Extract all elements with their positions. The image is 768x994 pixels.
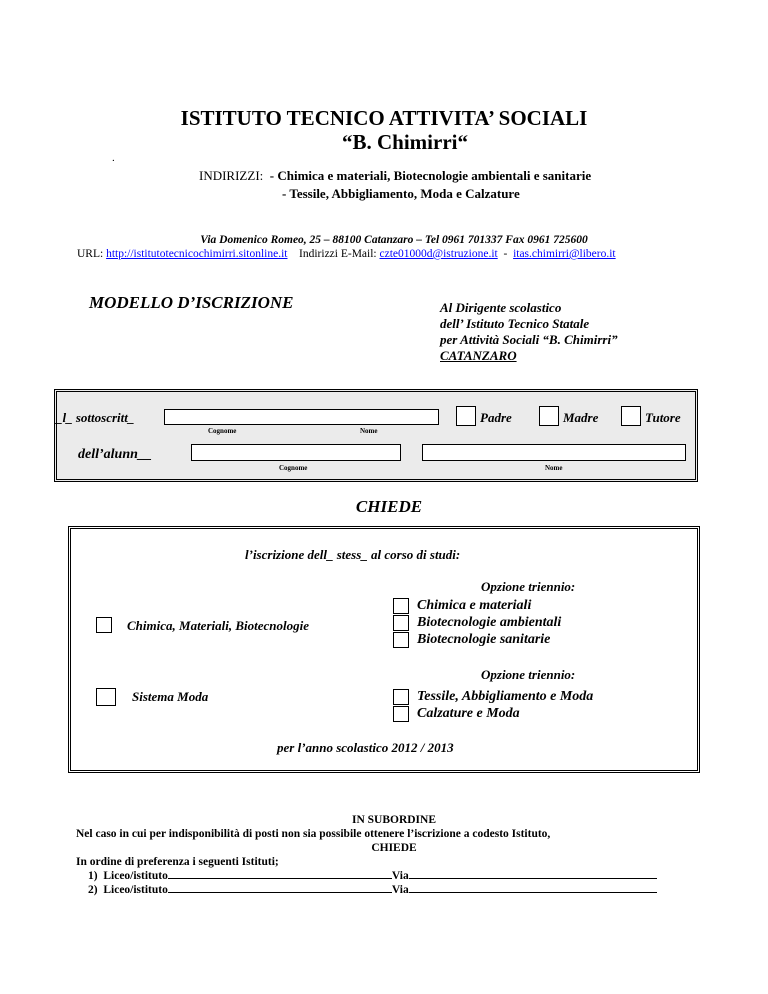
email-link-1[interactable]: czte01000d@istruzione.it: [379, 248, 498, 260]
course1-checkbox[interactable]: [96, 617, 112, 633]
school-address: Via Domenico Romeo, 25 – 88100 Catanzaro – Tel 0961 701337 Fax 0961 725600: [200, 234, 588, 246]
option-header-1: Opzione triennio:: [481, 579, 576, 594]
email-label: Indirizzi E-Mail:: [299, 248, 377, 260]
applicant-name-field[interactable]: [164, 409, 439, 425]
contact-line: [77, 248, 616, 260]
student-nome-caption: Nome: [545, 464, 563, 472]
institute-label: Liceo/istituto: [103, 870, 168, 882]
via-line-2[interactable]: [409, 892, 657, 893]
recipient-line2: dell’ Istituto Tecnico Statale: [440, 316, 590, 331]
option-chimica-checkbox[interactable]: [393, 598, 409, 614]
course-intro: l’iscrizione dell_ stess_ al corso di studi:: [245, 547, 461, 562]
course-box: [68, 526, 700, 773]
email-link-2[interactable]: itas.chimirri@libero.it: [513, 248, 616, 260]
recipient-block: [440, 300, 618, 364]
student-label: dell’alunn__: [78, 447, 152, 462]
course2-checkbox[interactable]: [96, 688, 116, 706]
institute-line-2[interactable]: [168, 892, 392, 893]
recipient-line3: per Attività Sociali “B. Chimirri”: [440, 332, 618, 347]
cognome-caption: Cognome: [208, 427, 237, 435]
course2-label: Sistema Moda: [132, 689, 209, 704]
option-tessile-label: Tessile, Abbigliamento e Moda: [417, 689, 594, 704]
subordinate-text: Nel caso in cui per indisponibilità di posti non sia possibile ottenere l’iscrizione a codesto Istituto,: [76, 828, 551, 840]
course1-label: Chimica, Materiali, Biotecnologie: [127, 618, 309, 633]
preference-row-2: [88, 884, 657, 896]
email-separator: -: [503, 248, 508, 260]
option-header-2: Opzione triennio:: [481, 667, 576, 682]
stray-dot: .: [112, 152, 115, 164]
subordinate-heading: IN SUBORDINE: [351, 814, 437, 826]
indirizzi-line1: - Chimica e materiali, Biotecnologie ambientali e sanitarie: [269, 168, 592, 183]
school-name: “B. Chimirri“: [342, 130, 468, 154]
preference-intro: In ordine di preferenza i seguenti Istituti;: [76, 856, 279, 868]
via-label: Via: [391, 884, 409, 896]
option-chimica-label: Chimica e materiali: [417, 598, 532, 613]
madre-checkbox[interactable]: [539, 406, 559, 426]
padre-label: Padre: [480, 410, 512, 425]
option-calzature-label: Calzature e Moda: [417, 706, 520, 721]
subordinate-chiede: CHIEDE: [371, 842, 417, 854]
institute-label: Liceo/istituto: [103, 884, 168, 896]
tutore-label: Tutore: [645, 410, 681, 425]
indirizzi: [199, 168, 591, 184]
option-biotec-sanitarie-label: Biotecnologie sanitarie: [417, 632, 551, 647]
via-label: Via: [391, 870, 409, 882]
option-calzature-checkbox[interactable]: [393, 706, 409, 722]
nome-caption: Nome: [360, 427, 378, 435]
student-firstname-field[interactable]: [422, 444, 686, 461]
madre-label: Madre: [563, 410, 599, 425]
applicant-box: [54, 389, 698, 482]
chiede-heading: CHIEDE: [355, 497, 423, 516]
preference-num: 2): [88, 884, 98, 896]
school-title: ISTITUTO TECNICO ATTIVITA’ SOCIALI: [180, 106, 588, 130]
recipient-city: CATANZARO: [440, 348, 517, 363]
indirizzi-line2: - Tessile, Abbigliamento, Moda e Calzature: [282, 186, 520, 201]
indirizzi-label: INDIRIZZI:: [199, 168, 264, 183]
student-cognome-caption: Cognome: [279, 464, 308, 472]
option-tessile-checkbox[interactable]: [393, 689, 409, 705]
recipient-line1: Al Dirigente scolastico: [440, 300, 562, 315]
institute-line-1[interactable]: [168, 878, 392, 879]
padre-checkbox[interactable]: [456, 406, 476, 426]
via-line-1[interactable]: [409, 878, 657, 879]
option-biotec-sanitarie-checkbox[interactable]: [393, 632, 409, 648]
website-link[interactable]: http://istitutotecnicochimirri.sitonline.it: [106, 248, 288, 260]
url-label: URL:: [77, 248, 104, 260]
school-year: per l’anno scolastico 2012 / 2013: [277, 740, 454, 755]
option-biotec-ambientali-checkbox[interactable]: [393, 615, 409, 631]
applicant-label: _l_ sottoscritt_: [56, 410, 135, 425]
preference-row-1: [88, 870, 657, 882]
form-title: MODELLO D’ISCRIZIONE: [89, 293, 294, 312]
tutore-checkbox[interactable]: [621, 406, 641, 426]
preference-num: 1): [88, 870, 98, 882]
student-surname-field[interactable]: [191, 444, 401, 461]
option-biotec-ambientali-label: Biotecnologie ambientali: [417, 615, 562, 630]
